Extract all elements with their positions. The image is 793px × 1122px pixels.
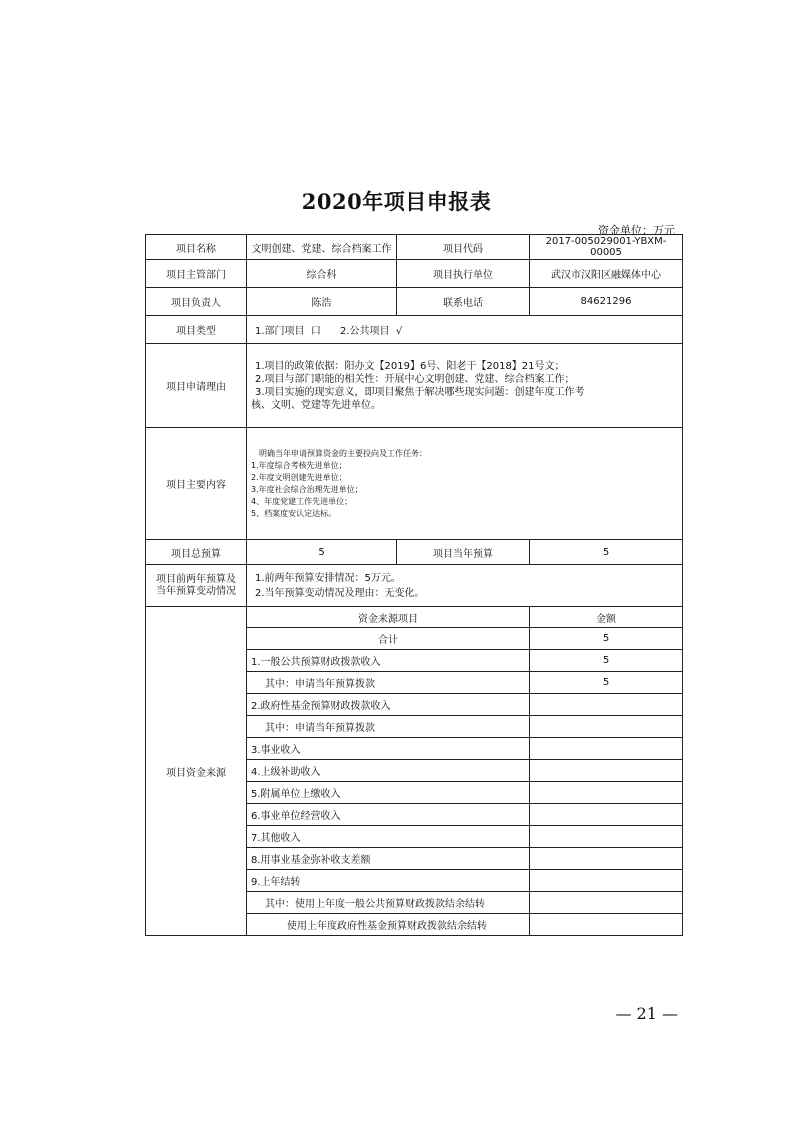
funding-item-amount [530,782,683,804]
funding-item-label: 8.用事业基金弥补收支差额 [247,848,530,870]
content-body [247,428,683,540]
page-number: — 21 — [615,1004,678,1023]
funding-item-amount [530,694,683,716]
funding-item-label: 3.事业收入 [247,738,530,760]
budget-change-line2: 2.当年预算变动情况及理由：无变化。 [255,587,425,599]
leader-value: 陈浩 [247,288,397,316]
funding-item-amount: 5 [530,628,683,650]
application-form-table [145,234,683,936]
funding-item-label: 6.事业单位经营收入 [247,804,530,826]
budget-change-line1: 1.前两年预算安排情况：5万元。 [255,572,401,584]
reason-line: 3.项目实施的现实意义，即项目聚焦于解决哪些现实问题：创建年度工作考 [255,386,585,398]
funding-item-amount: 5 [530,672,683,694]
total-budget-label: 项目总预算 [146,540,247,565]
funding-item-label: 合计 [247,628,530,650]
content-line: 4、年度党建工作先进单位； [251,496,353,506]
funding-label: 项目资金来源 [146,607,247,936]
exec-unit-label: 项目执行单位 [397,260,530,288]
row-leader [146,288,683,316]
funding-item-amount [530,804,683,826]
type-value: 1.部门项目 口 2.公共项目 √ [247,316,683,344]
funding-item-label: 7.其他收入 [247,826,530,848]
row-type [146,316,683,344]
budget-change-content [247,565,683,607]
funding-item-amount [530,892,683,914]
funding-item-label: 2.政府性基金预算财政拨款收入 [247,694,530,716]
content-line: 1.年度综合考核先进单位； [251,460,347,470]
funding-item-label: 9.上年结转 [247,870,530,892]
document-title: 2020年项目申报表 [301,189,492,214]
funding-item-label: 4.上级补助收入 [247,760,530,782]
funding-item-label: 使用上年度政府性基金预算财政拨款结余结转 [247,914,530,936]
year-budget-value: 5 [530,540,683,565]
dept-label: 项目主管部门 [146,260,247,288]
funding-item-label: 5.附属单位上缴收入 [247,782,530,804]
reason-line: 核、文明、党建等先进单位。 [251,399,381,411]
funding-col-amount: 金额 [530,607,683,628]
content-line: 5、档案度安认定达标。 [251,508,337,518]
funding-item-amount [530,870,683,892]
type-label: 项目类型 [146,316,247,344]
reason-line: 2.项目与部门职能的相关性：开展中心文明创建、党建、综合档案工作； [255,373,575,385]
row-content [146,428,683,540]
funding-item-label: 其中：使用上年度一般公共预算财政拨款结余结转 [247,892,530,914]
funding-header-row [146,607,683,628]
row-project-name [146,235,683,260]
budget-change-label [146,565,247,607]
dept-value: 综合科 [247,260,397,288]
row-budget [146,540,683,565]
total-budget-value: 5 [247,540,397,565]
funding-item-label: 其中：申请当年预算拨款 [247,672,530,694]
phone-label: 联系电话 [397,288,530,316]
funding-item-amount [530,848,683,870]
content-lead: 明确当年申请预算资金的主要投向及工作任务： [259,448,427,458]
funding-item-amount [530,914,683,936]
funding-item-amount [530,826,683,848]
project-code-label: 项目代码 [397,235,530,260]
project-name-value: 文明创建、党建、综合档案工作 [247,235,397,260]
row-reason [146,344,683,428]
content-line: 3.年度社会综合治理先进单位； [251,484,363,494]
funding-item-label: 1.一般公共预算财政拨款收入 [247,650,530,672]
leader-label: 项目负责人 [146,288,247,316]
unit-note: 资金单位：万元 [598,224,675,237]
content-line: 2.年度文明创建先进单位； [251,472,347,482]
project-name-label: 项目名称 [146,235,247,260]
reason-label: 项目申请理由 [146,344,247,428]
funding-item-amount [530,738,683,760]
phone-value: 84621296 [530,288,683,316]
funding-item-amount: 5 [530,650,683,672]
content-label: 项目主要内容 [146,428,247,540]
funding-item-amount [530,760,683,782]
exec-unit-value: 武汉市汉阳区融媒体中心 [530,260,683,288]
funding-item-label: 其中：申请当年预算拨款 [247,716,530,738]
budget-change-label-line2: 当年预算变动情况 [156,585,236,597]
budget-change-label-line1: 项目前两年预算及 [156,573,236,585]
year-budget-label: 项目当年预算 [397,540,530,565]
reason-line: 1.项目的政策依据：阳办文【2019】6号、阳老干【2018】21号文； [255,360,565,372]
funding-item-amount [530,716,683,738]
reason-content [247,344,683,428]
funding-col-source: 资金来源项目 [247,607,530,628]
row-department [146,260,683,288]
row-budget-change [146,565,683,607]
project-code-value: 2017-005029001-YBXM-00005 [530,235,683,260]
